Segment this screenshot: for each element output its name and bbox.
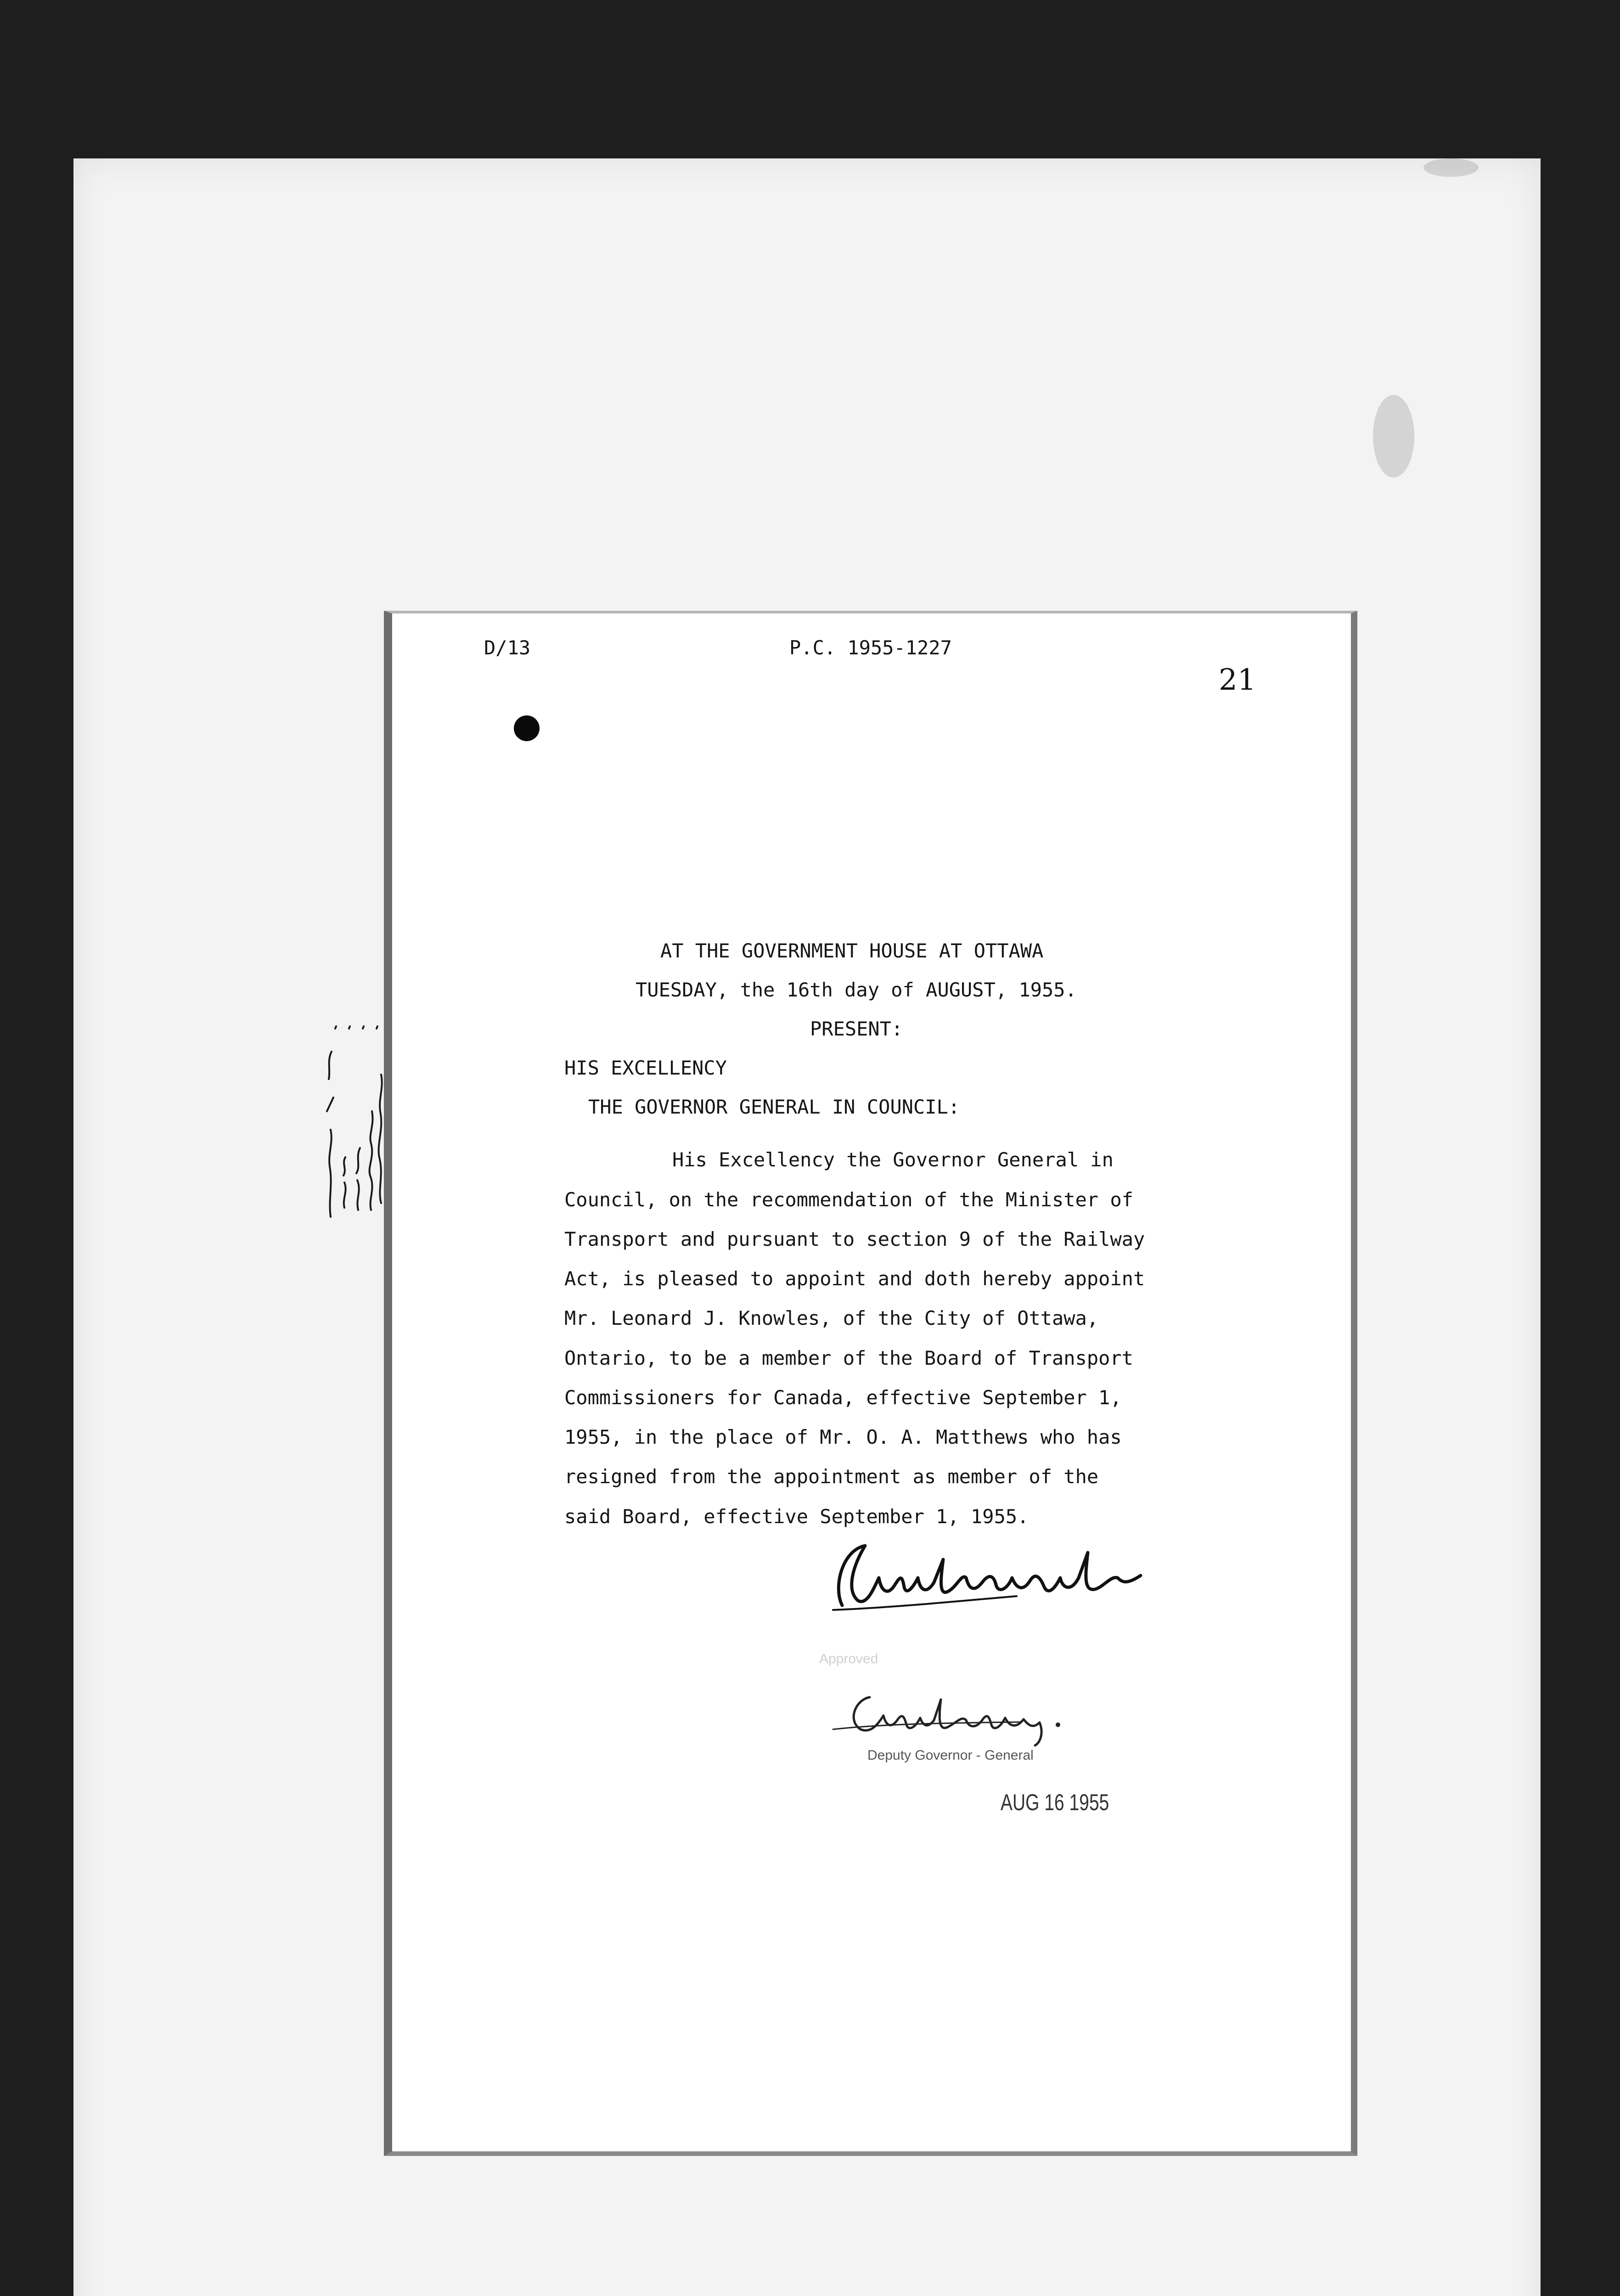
body-line: Transport and pursuant to section 9 of the Railway (564, 1228, 1145, 1250)
body-line: Ontario, to be a member of the Board of Transport (564, 1347, 1134, 1369)
file-reference: D/13 (484, 636, 531, 659)
body-line: Act, is pleased to appoint and doth hereby appoint (564, 1267, 1145, 1290)
punch-hole (514, 715, 540, 741)
body-line: His Excellency the Governor General in (672, 1148, 1114, 1171)
handwritten-margin-note (317, 960, 386, 1231)
heading-excellency: HIS EXCELLENCY (564, 1057, 727, 1079)
body-line: resigned from the appointment as member of the (564, 1465, 1099, 1488)
approved-stamp-label: Approved (819, 1651, 878, 1666)
body-line: Council, on the recommendation of the Minister of (564, 1188, 1134, 1211)
heading-place: AT THE GOVERNMENT HOUSE AT OTTAWA (660, 940, 1044, 962)
archival-mount-sheet (73, 158, 1541, 2296)
order-number: P.C. 1955-1227 (789, 636, 952, 659)
approval-date-stamp: AUG 16 1955 (1001, 1790, 1109, 1815)
deputy-governor-signature (828, 1679, 1086, 1748)
heading-council: THE GOVERNOR GENERAL IN COUNCIL: (588, 1096, 960, 1118)
deputy-governor-title-stamp: Deputy Governor - General (867, 1748, 1034, 1763)
body-line: Commissioners for Canada, effective September 1, (564, 1386, 1122, 1409)
smudge-mark (1373, 395, 1414, 478)
heading-date: TUESDAY, the 16th day of AUGUST, 1955. (636, 979, 1077, 1001)
document-page (384, 611, 1357, 2156)
body-line: 1955, in the place of Mr. O. A. Matthews who has (564, 1426, 1122, 1448)
body-line: Mr. Leonard J. Knowles, of the City of Ottawa, (564, 1307, 1099, 1329)
body-line: said Board, effective September 1, 1955. (564, 1505, 1029, 1528)
folio-number: 21 (1219, 663, 1256, 697)
prime-minister-signature (824, 1532, 1173, 1619)
heading-present: PRESENT: (810, 1018, 903, 1040)
smudge-mark (1423, 158, 1479, 177)
